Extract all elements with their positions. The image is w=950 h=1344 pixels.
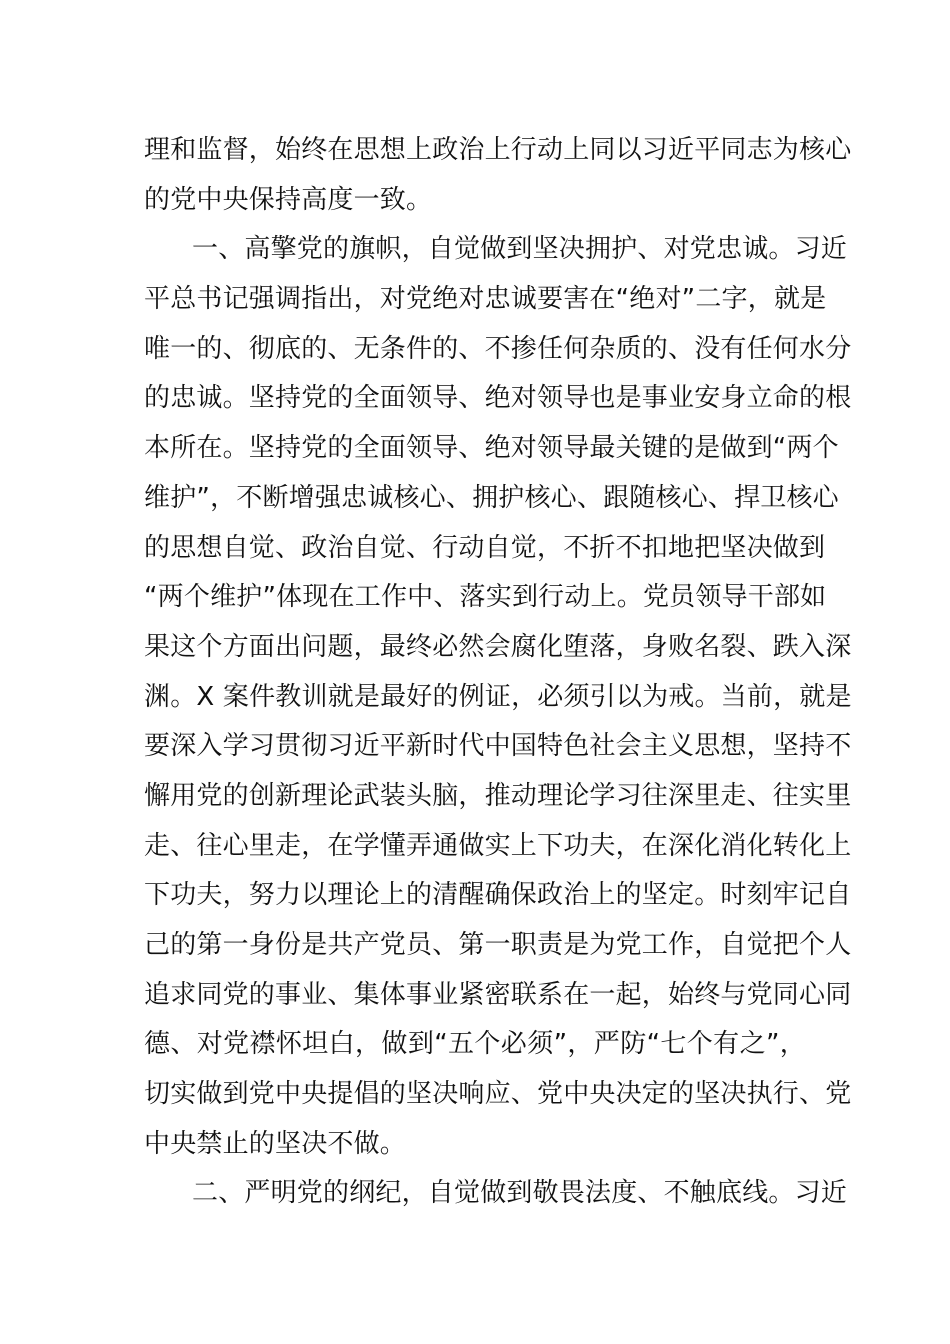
text-line: 的党中央保持高度一致。 (144, 184, 433, 215)
document-body (144, 126, 852, 1219)
paragraph-first-line: 一、高擎党的旗帜，自觉做到坚决拥护、对党忠诚。习近 (192, 234, 848, 265)
text-line: 唯一的、彻底的、无条件的、不掺任何杂质的、没有任何水分 (144, 333, 852, 364)
text-line: 的忠诚。坚持党的全面领导、绝对领导也是事业安身立命的根 (144, 383, 852, 414)
text-line: 果这个方面出问题，最终必然会腐化堕落，身败名裂、跌入深 (144, 631, 852, 662)
text-line: 切实做到党中央提倡的坚决响应、党中央决定的坚决执行、党 (144, 1079, 852, 1110)
text-line: 走、往心里走，在学懂弄通做实上下功夫，在深化消化转化上 (144, 830, 852, 861)
paragraph-first-line: 二、严明党的纲纪，自觉做到敬畏法度、不触底线。习近 (192, 1178, 848, 1209)
text-line: 追求同党的事业、集体事业紧密联系在一起，始终与党同心同 (144, 979, 852, 1010)
text-line: 下功夫，努力以理论上的清醒确保政治上的坚定。时刻牢记自 (144, 880, 852, 911)
text-line: 渊。X 案件教训就是最好的例证，必须引以为戒。当前，就是 (144, 681, 852, 712)
text-line: 己的第一身份是共产党员、第一职责是为党工作，自觉把个人 (144, 930, 852, 960)
text-line: 中央禁止的坚决不做。 (144, 1128, 407, 1159)
text-line: 本所在。坚持党的全面领导、绝对领导最关键的是做到“两个 (144, 433, 839, 464)
text-line: 的思想自觉、政治自觉、行动自觉，不折不扣地把坚决做到 (144, 532, 826, 563)
text-line: 懈用党的创新理论武装头脑，推动理论学习往深里走、往实里 (144, 780, 852, 811)
text-line: “两个维护”体现在工作中、落实到行动上。党员领导干部如 (144, 582, 827, 613)
text-line: 理和监督，始终在思想上政治上行动上同以习近平同志为核心 (144, 135, 852, 165)
text-line: 德、对党襟怀坦白，做到“五个必须”，严防“七个有之”， (144, 1029, 806, 1060)
text-line: 平总书记强调指出，对党绝对忠诚要害在“绝对”二字，就是 (144, 284, 827, 315)
text-line: 维护”，不断增强忠诚核心、拥护核心、跟随核心、捍卫核心 (144, 482, 839, 513)
text-line: 要深入学习贯彻习近平新时代中国特色社会主义思想，坚持不 (144, 731, 852, 762)
